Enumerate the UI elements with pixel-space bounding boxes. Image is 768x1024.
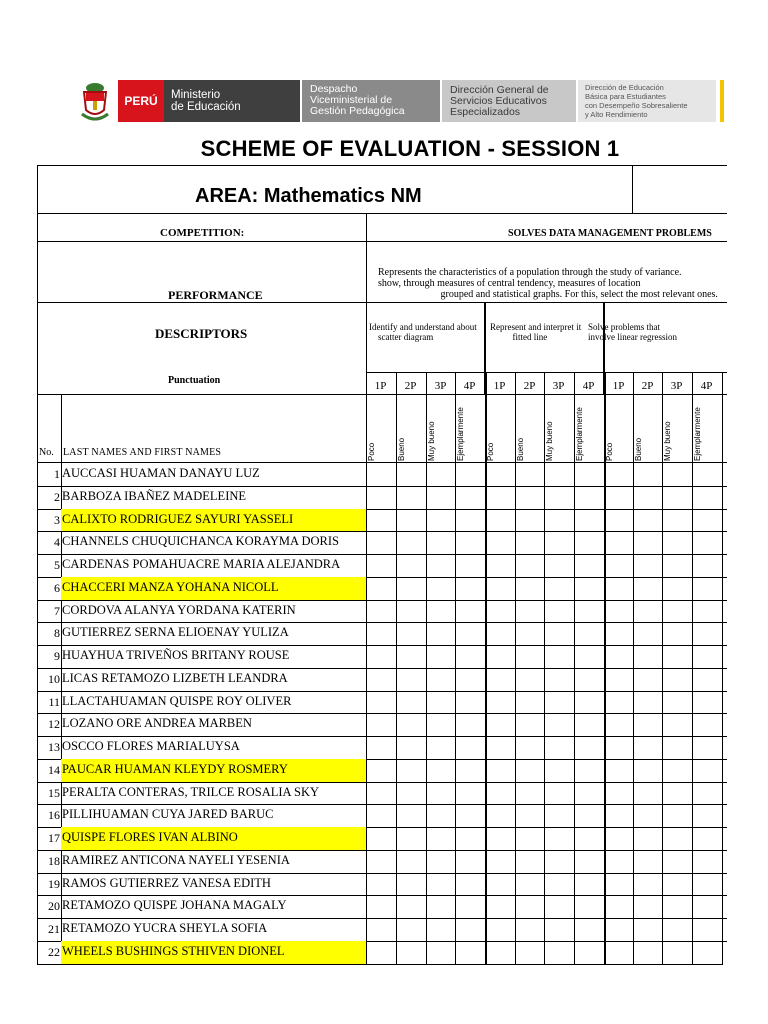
student-name: CHANNELS CHUQUICHANCA KORAYMA DORIS [62, 534, 340, 549]
row-line [37, 645, 727, 646]
row-number: 13 [48, 740, 60, 754]
student-name: QUISPE FLORES IVAN ALBINO [62, 830, 238, 844]
row-line [37, 736, 727, 737]
level-label: Ejemplarmente [575, 407, 584, 461]
student-name: RAMOS GUTIERREZ VANESA EDITH [62, 875, 271, 890]
student-name: CORDOVA ALANYA YORDANA KATERIN [62, 602, 296, 617]
row-line [37, 964, 723, 965]
row-line [37, 850, 727, 851]
student-name: OSCCO FLORES MARIALUYSA [62, 739, 240, 753]
row-number: 22 [48, 944, 60, 959]
row-number: 15 [48, 785, 60, 800]
row-line [37, 804, 727, 805]
row-number: 19 [48, 876, 60, 891]
competition-label: COMPETITION: [160, 227, 245, 239]
row-number: 18 [48, 853, 60, 868]
peru-label: PERÚ [118, 80, 164, 122]
row-line [37, 782, 727, 783]
student-name: LLACTAHUAMAN QUISPE ROY OLIVER [62, 693, 292, 708]
descriptor-3: Solve problems that involve linear regression [588, 322, 677, 342]
student-name: RETAMOZO QUISPE JOHANA MAGALY [62, 898, 287, 913]
descriptors-label: DESCRIPTORS [155, 326, 248, 341]
number-column-header: No. [39, 447, 54, 458]
level-label: Poco [486, 442, 495, 461]
row-number: 8 [54, 626, 60, 641]
student-name: LOZANO ORE ANDREA MARBEN [62, 716, 252, 731]
score-label: 1P [374, 380, 387, 392]
student-name: PAUCAR HUAMAN KLEYDY ROSMERY [62, 761, 288, 776]
student-name: PERALTA CONTERAS, TRILCE ROSALIA SKY [62, 784, 320, 799]
row-line [37, 486, 727, 487]
area-title: AREA: Mathematics NM [195, 185, 422, 207]
row-line [37, 691, 727, 692]
level-label: Bueno [516, 437, 525, 461]
score-label: 2P [641, 380, 654, 392]
student-name: LICAS RETAMOZO LIZBETH LEANDRA [62, 670, 288, 685]
row-number: 2 [54, 489, 60, 504]
level-label: Muy bueno [545, 421, 554, 461]
punctuation-label: Punctuation [168, 375, 221, 386]
direccion-general-label: Dirección General de Servicios Educativos Especializados [442, 80, 576, 122]
row-number: 17 [48, 831, 60, 845]
student-name: BARBOZA IBAÑEZ MADELEINE [62, 488, 247, 503]
student-name: HUAYHUA TRIVEÑOS BRITANY ROUSE [62, 648, 290, 662]
level-label: Bueno [397, 437, 406, 461]
performance-text: Represents the characteristics of a population through the study of variance. show, through measures of central tendency, measures of location grouped and statistical graphs. For this, select the most relevant ones. [378, 267, 718, 300]
row-number: 1 [54, 467, 60, 481]
row-line [37, 873, 727, 874]
level-label: Bueno [634, 437, 643, 461]
score-label: 3P [434, 380, 447, 392]
student-name: AUCCASI HUAMAN DANAYU LUZ [62, 466, 260, 480]
row-line [37, 668, 727, 669]
score-label: 4P [582, 380, 595, 392]
score-label: 3P [670, 380, 683, 392]
row-number: 10 [48, 671, 60, 686]
student-name: CALIXTO RODRIGUEZ SAYURI YASSELI [62, 511, 294, 526]
student-name: CARDENAS POMAHUACRE MARIA ALEJANDRA [62, 557, 341, 571]
competition-value: SOLVES DATA MANAGEMENT PROBLEMS [508, 228, 712, 239]
student-name: CHACCERI MANZA YOHANA NICOLL [62, 579, 279, 594]
row-line [37, 600, 727, 601]
row-number: 5 [54, 558, 60, 572]
despacho-label: Despacho Viceministerial de Gestión Pedagógica [302, 80, 440, 122]
performance-label: PERFORMANCE [168, 288, 263, 302]
student-name: GUTIERREZ SERNA ELIOENAY YULIZA [62, 625, 289, 640]
names-column-header: LAST NAMES AND FIRST NAMES [63, 447, 222, 458]
page-title: SCHEME OF EVALUATION - SESSION 1 [200, 136, 620, 161]
peru-coat-of-arms-icon [78, 80, 112, 122]
level-label: Poco [605, 442, 614, 461]
row-number: 4 [54, 535, 60, 550]
row-number: 3 [54, 512, 60, 527]
score-label: 4P [463, 380, 476, 392]
banner-edge [720, 80, 724, 122]
score-label: 4P [700, 380, 713, 392]
row-number: 14 [48, 762, 60, 777]
level-label: Muy bueno [427, 421, 436, 461]
descriptor-1: Identify and understand about scatter diagram [369, 322, 477, 342]
row-number: 20 [48, 899, 60, 914]
score-label: 1P [493, 380, 506, 392]
level-label: Ejemplarmente [693, 407, 702, 461]
student-name: RETAMOZO YUCRA SHEYLA SOFIA [62, 921, 268, 935]
score-label: 1P [612, 380, 625, 392]
row-line [37, 554, 727, 555]
student-name: RAMIREZ ANTICONA NAYELI YESENIA [62, 852, 290, 867]
score-label: 3P [552, 380, 565, 392]
row-number: 11 [48, 694, 60, 709]
row-line [37, 622, 727, 623]
level-label: Poco [367, 442, 376, 461]
row-line [37, 895, 727, 896]
row-line [37, 918, 727, 919]
row-number: 6 [54, 580, 60, 595]
row-number: 16 [48, 808, 60, 823]
descriptor-2: Represent and interpret it fitted line [490, 322, 582, 342]
level-label: Ejemplarmente [456, 407, 465, 461]
row-number: 21 [48, 922, 60, 936]
score-label: 2P [523, 380, 536, 392]
score-label: 2P [404, 380, 417, 392]
student-name: WHEELS BUSHINGS STHIVEN DIONEL [62, 943, 285, 958]
ministry-label: Ministerio de Educación [164, 80, 300, 122]
header-banner [78, 80, 724, 122]
row-number: 9 [54, 649, 60, 663]
direccion-educacion-label: Dirección de Educación Básica para Estudiantes con Desempeño Sobresaliente y Alto Rendimiento [578, 80, 716, 122]
row-number: 7 [54, 603, 60, 618]
level-label: Muy bueno [663, 421, 672, 461]
row-line [37, 713, 727, 714]
row-number: 12 [48, 717, 60, 732]
student-name: PILLIHUAMAN CUYA JARED BARUC [62, 807, 274, 822]
